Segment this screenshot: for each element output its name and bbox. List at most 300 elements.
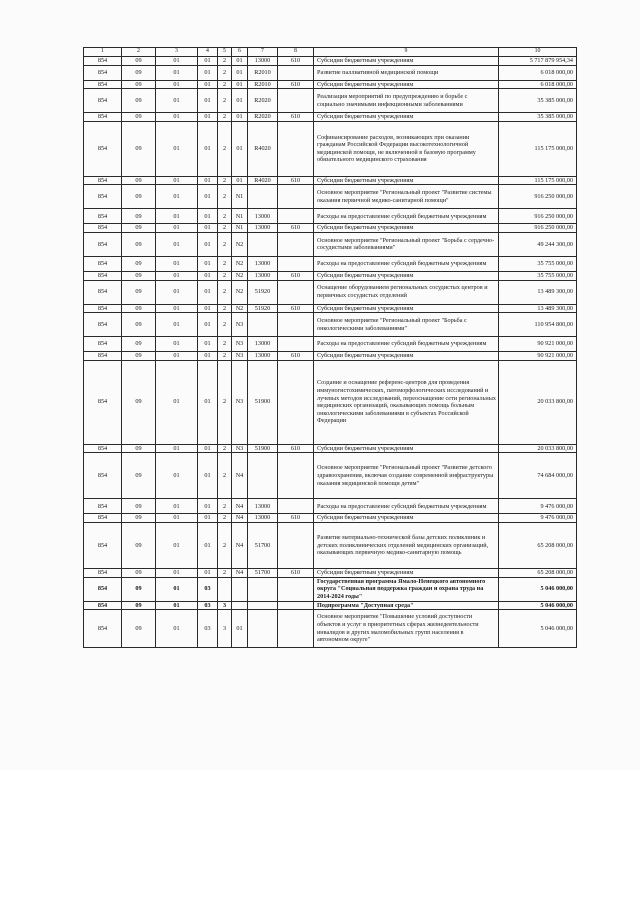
code-subprogram-cell: 2: [218, 65, 232, 80]
code-expense-type-cell: 610: [278, 57, 314, 66]
code-direction-cell: R2020: [248, 113, 278, 122]
amount-cell: 13 489 300,00: [499, 304, 577, 313]
code-event-cell: 01: [232, 176, 248, 185]
code-ministry-cell: 854: [84, 610, 122, 648]
amount-cell: 110 954 800,00: [499, 313, 577, 337]
code-ministry-cell: 854: [84, 65, 122, 80]
table-row: [84, 577, 577, 601]
table-body: [84, 57, 577, 648]
code-expense-type-cell: [278, 522, 314, 568]
amount-cell: 9 476 000,00: [499, 499, 577, 514]
table-row: [84, 185, 577, 209]
code-direction-cell: 13000: [248, 337, 278, 352]
table-row: [84, 514, 577, 523]
code-event-cell: 01: [232, 113, 248, 122]
code-direction-cell: 51920: [248, 280, 278, 304]
code-expense-type-cell: [278, 601, 314, 610]
code-subprogram-cell: 3: [218, 610, 232, 648]
table-row: [84, 65, 577, 80]
amount-cell: 90 921 000,00: [499, 352, 577, 361]
code-expense-type-cell: 610: [278, 304, 314, 313]
code-ministry-cell: 854: [84, 337, 122, 352]
code-expense-type-cell: [278, 121, 314, 176]
table-row: [84, 601, 577, 610]
code-direction-cell: 13000: [248, 209, 278, 224]
description-cell: Субсидии бюджетным учреждениям: [314, 113, 499, 122]
code-expense-type-cell: [278, 256, 314, 271]
table-row: [84, 304, 577, 313]
code-direction-cell: 13000: [248, 514, 278, 523]
code-subsection-cell: 01: [156, 280, 198, 304]
code-direction-cell: 51700: [248, 522, 278, 568]
code-ministry-cell: 854: [84, 176, 122, 185]
code-program-cell: 01: [198, 185, 218, 209]
column-number-6: 6: [232, 48, 248, 57]
code-ministry-cell: 854: [84, 89, 122, 113]
code-event-cell: N2: [232, 304, 248, 313]
code-event-cell: 01: [232, 89, 248, 113]
code-subsection-cell: 01: [156, 337, 198, 352]
table-row: [84, 113, 577, 122]
code-subsection-cell: 01: [156, 610, 198, 648]
table-row: [84, 313, 577, 337]
amount-cell: 74 684 000,00: [499, 453, 577, 499]
code-direction-cell: [248, 232, 278, 256]
description-cell: Субсидии бюджетным учреждениям: [314, 224, 499, 233]
code-subprogram-cell: 2: [218, 185, 232, 209]
table-row: [84, 444, 577, 453]
code-section-cell: 09: [122, 89, 156, 113]
code-expense-type-cell: [278, 499, 314, 514]
code-direction-cell: 51900: [248, 360, 278, 444]
amount-cell: 5 046 000,00: [499, 601, 577, 610]
code-program-cell: 01: [198, 522, 218, 568]
code-program-cell: 01: [198, 89, 218, 113]
code-subsection-cell: 01: [156, 121, 198, 176]
code-direction-cell: R4020: [248, 121, 278, 176]
code-event-cell: N2: [232, 232, 248, 256]
code-subsection-cell: 01: [156, 514, 198, 523]
code-direction-cell: 13000: [248, 224, 278, 233]
code-section-cell: 09: [122, 209, 156, 224]
code-event-cell: 01: [232, 65, 248, 80]
code-event-cell: N1: [232, 224, 248, 233]
code-subprogram-cell: 2: [218, 568, 232, 577]
code-program-cell: 01: [198, 280, 218, 304]
code-expense-type-cell: 610: [278, 224, 314, 233]
code-ministry-cell: 854: [84, 352, 122, 361]
code-direction-cell: 13000: [248, 499, 278, 514]
code-section-cell: 09: [122, 568, 156, 577]
code-subsection-cell: 01: [156, 522, 198, 568]
code-subprogram-cell: 2: [218, 89, 232, 113]
code-program-cell: 03: [198, 601, 218, 610]
code-direction-cell: 13000: [248, 256, 278, 271]
amount-cell: 9 476 000,00: [499, 514, 577, 523]
code-section-cell: 09: [122, 271, 156, 280]
table-row: [84, 337, 577, 352]
code-event-cell: 01: [232, 80, 248, 89]
code-expense-type-cell: 610: [278, 514, 314, 523]
code-section-cell: 09: [122, 360, 156, 444]
code-program-cell: 01: [198, 313, 218, 337]
amount-cell: 20 033 800,00: [499, 444, 577, 453]
code-direction-cell: 13000: [248, 57, 278, 66]
code-event-cell: N2: [232, 280, 248, 304]
code-subsection-cell: 01: [156, 444, 198, 453]
code-event-cell: 01: [232, 610, 248, 648]
code-section-cell: 09: [122, 453, 156, 499]
amount-cell: 35 755 000,00: [499, 256, 577, 271]
column-number-9: 9: [314, 48, 499, 57]
code-program-cell: 01: [198, 304, 218, 313]
column-number-5: 5: [218, 48, 232, 57]
code-ministry-cell: 854: [84, 256, 122, 271]
code-subprogram-cell: 2: [218, 304, 232, 313]
code-event-cell: N4: [232, 568, 248, 577]
code-program-cell: 01: [198, 271, 218, 280]
description-cell: Основное мероприятие "Повышение условий доступности объектов и услуг в приоритетных сферах жизнедеятельности инвалидов и других маломобильных групп населения в автономном округе": [314, 610, 499, 648]
amount-cell: 5 046 000,00: [499, 610, 577, 648]
code-subprogram-cell: 2: [218, 224, 232, 233]
code-expense-type-cell: 610: [278, 444, 314, 453]
amount-cell: 916 250 000,00: [499, 185, 577, 209]
code-expense-type-cell: [278, 280, 314, 304]
code-event-cell: N3: [232, 444, 248, 453]
code-program-cell: 01: [198, 337, 218, 352]
code-direction-cell: R4020: [248, 176, 278, 185]
code-subprogram-cell: 2: [218, 337, 232, 352]
amount-cell: 65 208 000,00: [499, 522, 577, 568]
code-section-cell: 09: [122, 304, 156, 313]
code-section-cell: 09: [122, 232, 156, 256]
code-subsection-cell: 01: [156, 57, 198, 66]
code-section-cell: 09: [122, 185, 156, 209]
code-ministry-cell: 854: [84, 304, 122, 313]
code-expense-type-cell: [278, 610, 314, 648]
code-subsection-cell: 01: [156, 568, 198, 577]
code-expense-type-cell: 610: [278, 352, 314, 361]
code-subsection-cell: 01: [156, 577, 198, 601]
code-subsection-cell: 01: [156, 232, 198, 256]
code-program-cell: 01: [198, 121, 218, 176]
code-ministry-cell: 854: [84, 444, 122, 453]
amount-cell: 5 046 000,00: [499, 577, 577, 601]
table-header: [84, 48, 577, 57]
code-program-cell: 01: [198, 453, 218, 499]
code-subsection-cell: 01: [156, 352, 198, 361]
code-event-cell: N4: [232, 514, 248, 523]
code-subprogram-cell: 2: [218, 360, 232, 444]
code-program-cell: 01: [198, 65, 218, 80]
budget-allocation-table: [83, 47, 577, 648]
code-expense-type-cell: [278, 577, 314, 601]
code-section-cell: 09: [122, 256, 156, 271]
description-cell: Субсидии бюджетным учреждениям: [314, 444, 499, 453]
code-event-cell: N2: [232, 271, 248, 280]
code-subprogram-cell: 2: [218, 352, 232, 361]
amount-cell: 115 175 000,00: [499, 121, 577, 176]
code-program-cell: 01: [198, 514, 218, 523]
table-row: [84, 522, 577, 568]
code-ministry-cell: 854: [84, 232, 122, 256]
code-subprogram-cell: 3: [218, 601, 232, 610]
description-cell: Основное мероприятие "Региональный проект "Борьба с сердечно-сосудистыми заболеваниями": [314, 232, 499, 256]
code-expense-type-cell: [278, 360, 314, 444]
amount-cell: 916 250 000,00: [499, 209, 577, 224]
code-section-cell: 09: [122, 176, 156, 185]
code-event-cell: 01: [232, 57, 248, 66]
amount-cell: 6 018 000,00: [499, 80, 577, 89]
amount-cell: 35 755 000,00: [499, 271, 577, 280]
description-cell: Субсидии бюджетным учреждениям: [314, 57, 499, 66]
code-subsection-cell: 01: [156, 80, 198, 89]
code-expense-type-cell: [278, 89, 314, 113]
code-event-cell: N1: [232, 209, 248, 224]
code-subprogram-cell: 2: [218, 453, 232, 499]
code-event-cell: N3: [232, 352, 248, 361]
code-expense-type-cell: 610: [278, 271, 314, 280]
code-program-cell: 01: [198, 444, 218, 453]
code-subsection-cell: 01: [156, 453, 198, 499]
code-subsection-cell: 01: [156, 601, 198, 610]
code-direction-cell: R2010: [248, 80, 278, 89]
code-ministry-cell: 854: [84, 57, 122, 66]
code-section-cell: 09: [122, 610, 156, 648]
amount-cell: 35 385 000,00: [499, 89, 577, 113]
code-expense-type-cell: 610: [278, 113, 314, 122]
code-subprogram-cell: 2: [218, 121, 232, 176]
code-subprogram-cell: 2: [218, 444, 232, 453]
code-event-cell: N4: [232, 453, 248, 499]
description-cell: Реализация мероприятий по предупреждению и борьбе с социально значимыми инфекционными заболеваниями: [314, 89, 499, 113]
code-event-cell: [232, 577, 248, 601]
table-row: [84, 610, 577, 648]
code-subprogram-cell: 2: [218, 176, 232, 185]
code-direction-cell: R2010: [248, 65, 278, 80]
code-expense-type-cell: [278, 313, 314, 337]
description-cell: Субсидии бюджетным учреждениям: [314, 568, 499, 577]
description-cell: Расходы на предоставление субсидий бюджетным учреждениям: [314, 499, 499, 514]
amount-cell: 49 244 300,00: [499, 232, 577, 256]
code-expense-type-cell: [278, 453, 314, 499]
code-expense-type-cell: [278, 232, 314, 256]
code-event-cell: [232, 601, 248, 610]
code-program-cell: 01: [198, 256, 218, 271]
table-row: [84, 224, 577, 233]
code-ministry-cell: 854: [84, 514, 122, 523]
description-cell: Подпрограмма "Доступная среда": [314, 601, 499, 610]
code-section-cell: 09: [122, 444, 156, 453]
code-section-cell: 09: [122, 113, 156, 122]
table-row: [84, 80, 577, 89]
code-subsection-cell: 01: [156, 360, 198, 444]
code-event-cell: N4: [232, 522, 248, 568]
amount-cell: 35 385 000,00: [499, 113, 577, 122]
table-row: [84, 256, 577, 271]
description-cell: Создание и оснащение референс-центров для проведения иммуногистохимических, патоморфологических исследований и лучевых методов исследований, переоснащение сети региональных медицинских организаций, оказывающих помощь больным онкологическими заболеваниями в субъектах Российской Федерации: [314, 360, 499, 444]
code-subsection-cell: 01: [156, 176, 198, 185]
code-subsection-cell: 01: [156, 304, 198, 313]
code-ministry-cell: 854: [84, 360, 122, 444]
code-ministry-cell: 854: [84, 185, 122, 209]
column-number-row: [84, 48, 577, 57]
description-cell: Субсидии бюджетным учреждениям: [314, 514, 499, 523]
code-ministry-cell: 854: [84, 113, 122, 122]
description-cell: Субсидии бюджетным учреждениям: [314, 80, 499, 89]
code-subprogram-cell: 2: [218, 514, 232, 523]
description-cell: Государственная программа Ямало-Ненецкого автономного округа "Социальная поддержка граждан и охрана труда на 2014-2024 годы": [314, 577, 499, 601]
column-number-7: 7: [248, 48, 278, 57]
code-direction-cell: 13000: [248, 271, 278, 280]
code-program-cell: 03: [198, 610, 218, 648]
code-expense-type-cell: 610: [278, 80, 314, 89]
code-direction-cell: 13000: [248, 352, 278, 361]
table-row: [84, 209, 577, 224]
amount-cell: 6 018 000,00: [499, 65, 577, 80]
column-number-8: 8: [278, 48, 314, 57]
code-subprogram-cell: 2: [218, 499, 232, 514]
code-subprogram-cell: 2: [218, 271, 232, 280]
code-event-cell: N1: [232, 185, 248, 209]
code-subprogram-cell: 2: [218, 113, 232, 122]
description-cell: Субсидии бюджетным учреждениям: [314, 271, 499, 280]
code-expense-type-cell: 610: [278, 176, 314, 185]
code-direction-cell: [248, 577, 278, 601]
code-ministry-cell: 854: [84, 568, 122, 577]
code-program-cell: 01: [198, 568, 218, 577]
code-event-cell: N3: [232, 313, 248, 337]
description-cell: Основное мероприятие "Региональный проект "Развитие системы оказания первичной медико-санитарной помощи": [314, 185, 499, 209]
description-cell: Развитие паллиативной медицинской помощи: [314, 65, 499, 80]
code-expense-type-cell: [278, 209, 314, 224]
code-program-cell: 01: [198, 352, 218, 361]
code-subsection-cell: 01: [156, 256, 198, 271]
code-expense-type-cell: [278, 337, 314, 352]
code-ministry-cell: 854: [84, 224, 122, 233]
amount-cell: 916 250 000,00: [499, 224, 577, 233]
code-direction-cell: [248, 185, 278, 209]
code-ministry-cell: 854: [84, 522, 122, 568]
code-program-cell: 01: [198, 57, 218, 66]
table-row: [84, 352, 577, 361]
code-subprogram-cell: [218, 577, 232, 601]
amount-cell: 115 175 000,00: [499, 176, 577, 185]
code-direction-cell: [248, 453, 278, 499]
description-cell: Развитие материально-технической базы детских поликлиник и детских поликлинических отделений медицинских организаций, оказывающих первичную медико-санитарную помощь: [314, 522, 499, 568]
amount-cell: 20 033 800,00: [499, 360, 577, 444]
column-number-2: 2: [122, 48, 156, 57]
code-expense-type-cell: [278, 65, 314, 80]
table-row: [84, 280, 577, 304]
code-event-cell: N4: [232, 499, 248, 514]
code-subprogram-cell: 2: [218, 522, 232, 568]
code-expense-type-cell: 610: [278, 568, 314, 577]
table-row: [84, 453, 577, 499]
code-program-cell: 01: [198, 360, 218, 444]
code-ministry-cell: 854: [84, 577, 122, 601]
code-section-cell: 09: [122, 499, 156, 514]
code-subsection-cell: 01: [156, 313, 198, 337]
table-row: [84, 360, 577, 444]
code-program-cell: 01: [198, 176, 218, 185]
table-row: [84, 57, 577, 66]
code-direction-cell: 51700: [248, 568, 278, 577]
code-direction-cell: [248, 313, 278, 337]
code-direction-cell: 51920: [248, 304, 278, 313]
code-direction-cell: [248, 601, 278, 610]
table-row: [84, 121, 577, 176]
code-section-cell: 09: [122, 65, 156, 80]
code-section-cell: 09: [122, 577, 156, 601]
amount-cell: 90 921 000,00: [499, 337, 577, 352]
code-program-cell: 01: [198, 232, 218, 256]
code-subsection-cell: 01: [156, 209, 198, 224]
description-cell: Субсидии бюджетным учреждениям: [314, 352, 499, 361]
code-event-cell: 01: [232, 121, 248, 176]
code-ministry-cell: 854: [84, 313, 122, 337]
description-cell: Субсидии бюджетным учреждениям: [314, 176, 499, 185]
code-section-cell: 09: [122, 80, 156, 89]
code-subsection-cell: 01: [156, 113, 198, 122]
description-cell: Оснащение оборудованием региональных сосудистых центров и первичных сосудистых отделений: [314, 280, 499, 304]
column-number-1: 1: [84, 48, 122, 57]
description-cell: Расходы на предоставление субсидий бюджетным учреждениям: [314, 256, 499, 271]
code-subprogram-cell: 2: [218, 209, 232, 224]
code-subprogram-cell: 2: [218, 313, 232, 337]
code-ministry-cell: 854: [84, 121, 122, 176]
code-ministry-cell: 854: [84, 499, 122, 514]
code-section-cell: 09: [122, 57, 156, 66]
code-section-cell: 09: [122, 601, 156, 610]
description-cell: Расходы на предоставление субсидий бюджетным учреждениям: [314, 337, 499, 352]
code-subprogram-cell: 2: [218, 232, 232, 256]
code-ministry-cell: 854: [84, 209, 122, 224]
code-direction-cell: [248, 610, 278, 648]
code-subprogram-cell: 2: [218, 57, 232, 66]
code-event-cell: N3: [232, 337, 248, 352]
code-program-cell: 01: [198, 80, 218, 89]
code-program-cell: 03: [198, 577, 218, 601]
code-section-cell: 09: [122, 224, 156, 233]
description-cell: Расходы на предоставление субсидий бюджетным учреждениям: [314, 209, 499, 224]
code-section-cell: 09: [122, 337, 156, 352]
table-row: [84, 89, 577, 113]
column-number-4: 4: [198, 48, 218, 57]
description-cell: Основное мероприятие "Региональный проект "Развитие детского здравоохранения, включая создание современной инфраструктуры оказания медицинской помощи детям": [314, 453, 499, 499]
table-row: [84, 271, 577, 280]
code-program-cell: 01: [198, 209, 218, 224]
column-number-10: 10: [499, 48, 577, 57]
code-subprogram-cell: 2: [218, 256, 232, 271]
description-cell: Основное мероприятие "Региональный проект "Борьба с онкологическими заболеваниями": [314, 313, 499, 337]
code-event-cell: N2: [232, 256, 248, 271]
code-section-cell: 09: [122, 514, 156, 523]
code-program-cell: 01: [198, 113, 218, 122]
code-ministry-cell: 854: [84, 271, 122, 280]
table-row: [84, 232, 577, 256]
amount-cell: 5 717 879 954,34: [499, 57, 577, 66]
code-section-cell: 09: [122, 313, 156, 337]
code-ministry-cell: 854: [84, 453, 122, 499]
column-number-3: 3: [156, 48, 198, 57]
code-program-cell: 01: [198, 224, 218, 233]
code-direction-cell: R2020: [248, 89, 278, 113]
description-cell: Субсидии бюджетным учреждениям: [314, 304, 499, 313]
code-subsection-cell: 01: [156, 185, 198, 209]
code-direction-cell: 51900: [248, 444, 278, 453]
code-section-cell: 09: [122, 280, 156, 304]
